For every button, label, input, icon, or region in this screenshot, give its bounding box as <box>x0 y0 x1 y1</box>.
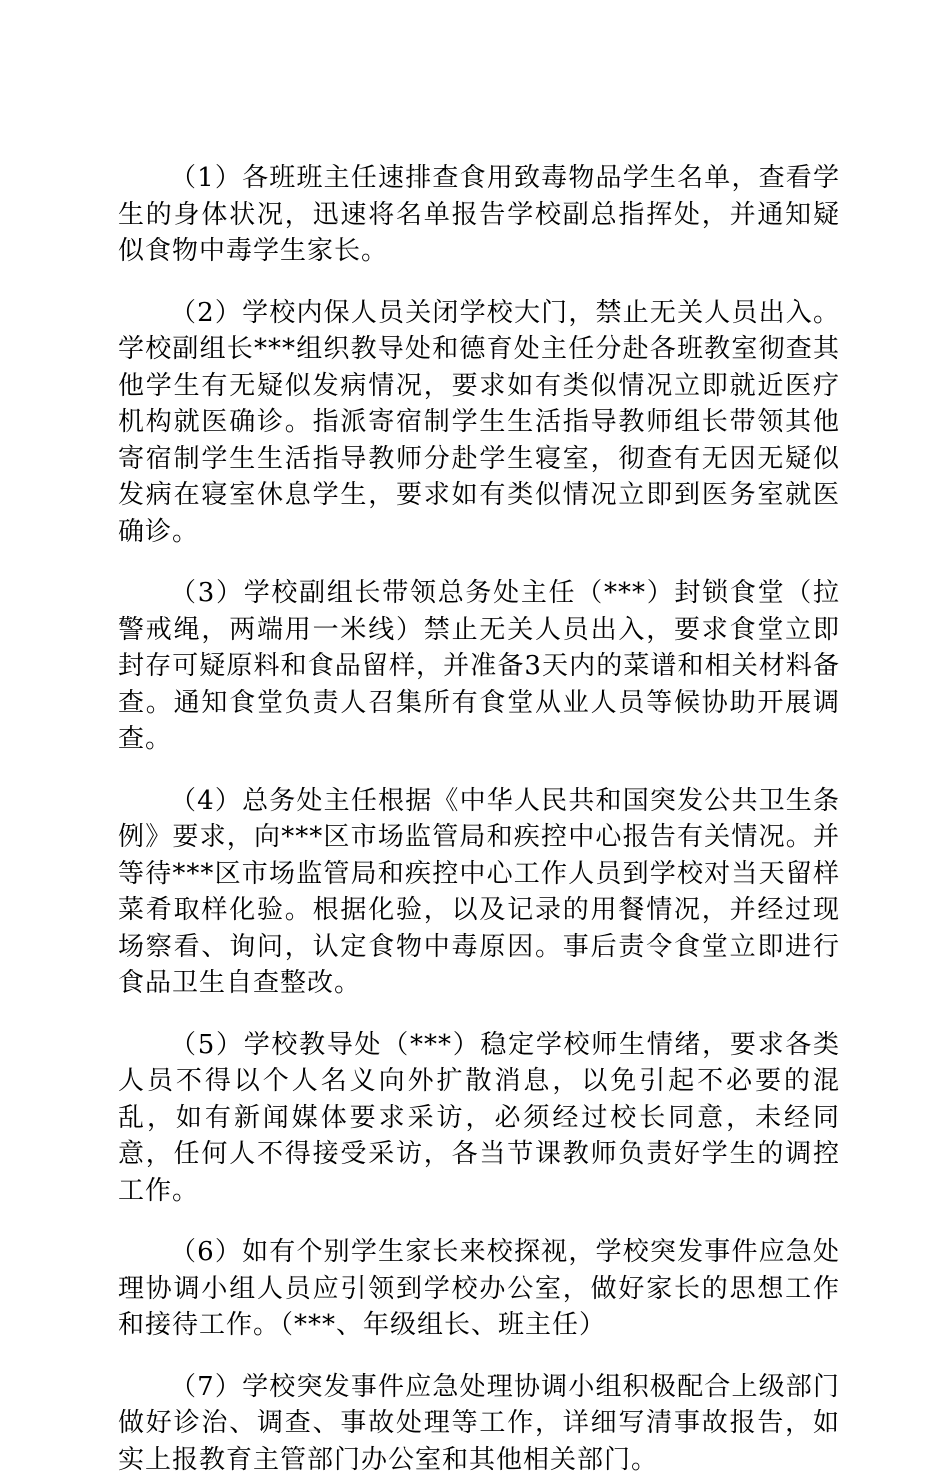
paragraph-6: （6）如有个别学生家长来校探视，学校突发事件应急处理协调小组人员应引领到学校办公室，做好家长的思想工作和接待工作。（***、年级组长、班主任） <box>118 1234 840 1344</box>
paragraph-2: （2）学校内保人员关闭学校大门，禁止无关人员出入。学校副组长***组织教导处和德育处主任分赴各班教室彻查其他学生有无疑似发病情况，要求如有类似情况立即就近医疗机构就医确诊。指派寄宿制学生生活指导教师组长带领其他寄宿制学生生活指导教师分赴学生寝室，彻查有无因无疑似发病在寝室休息学生，要求如有类似情况立即到医务室就医确诊。 <box>118 295 840 551</box>
paragraph-3: （3）学校副组长带领总务处主任（***）封锁食堂（拉警戒绳，两端用一米线）禁止无关人员出入，要求食堂立即封存可疑原料和食品留样，并准备3天内的菜谱和相关材料备查。通知食堂负责人召集所有食堂从业人员等候协助开展调查。 <box>118 575 840 758</box>
paragraph-1: （1）各班班主任速排查食用致毒物品学生名单，查看学生的身体状况，迅速将名单报告学校副总指挥处，并通知疑似食物中毒学生家长。 <box>118 160 840 270</box>
paragraph-5: （5）学校教导处（***）稳定学校师生情绪，要求各类人员不得以个人名义向外扩散消息，以免引起不必要的混乱，如有新闻媒体要求采访，必须经过校长同意，未经同意，任何人不得接受采访，各当节课教师负责好学生的调控工作。 <box>118 1027 840 1210</box>
paragraph-7: （7）学校突发事件应急处理协调小组积极配合上级部门做好诊治、调查、事故处理等工作，详细写清事故报告，如实上报教育主管部门办公室和其他相关部门。 <box>118 1369 840 1478</box>
paragraph-4: （4）总务处主任根据《中华人民共和国突发公共卫生条例》要求，向***区市场监管局和疾控中心报告有关情况。并等待***区市场监管局和疾控中心工作人员到学校对当天留样菜肴取样化验。根据化验，以及记录的用餐情况，并经过现场察看、询问，认定食物中毒原因。事后责令食堂立即进行食品卫生自查整改。 <box>118 783 840 1002</box>
